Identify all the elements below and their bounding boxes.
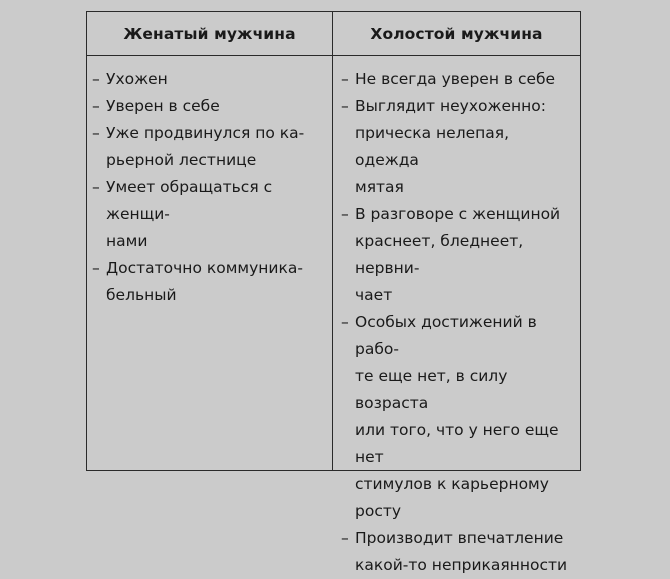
trait-text: Особых достижений в рабо- те еще нет, в силу возраста или того, что у него еще нет стимулов к карьерному росту — [355, 313, 559, 520]
trait-text: Достаточно коммуника- бельный — [106, 259, 303, 304]
bullet-dash: – — [92, 259, 100, 277]
bullet-dash: – — [341, 97, 349, 115]
bullet-dash: – — [92, 97, 100, 115]
trait-text: Уверен в себе — [106, 97, 220, 115]
list-item — [341, 525, 573, 579]
bullet-dash: – — [341, 70, 349, 88]
list-item — [92, 120, 328, 174]
trait-text: Не всегда уверен в себе — [355, 70, 556, 88]
column-divider — [332, 12, 333, 470]
header-single-man: Холостой мужчина — [370, 24, 543, 43]
list-item — [341, 201, 573, 309]
trait-text: Выглядит неухоженно: прическа нелепая, одежда мятая — [355, 97, 546, 196]
trait-text: Уже продвинулся по ка- рьерной лестнице — [106, 124, 305, 169]
bullet-dash: – — [341, 205, 349, 223]
bullet-dash: – — [92, 178, 100, 196]
list-item — [92, 66, 328, 93]
list-item — [92, 255, 328, 309]
list-item — [341, 66, 573, 93]
header-divider — [87, 55, 580, 56]
bullet-dash: – — [92, 70, 100, 88]
bullet-dash: – — [92, 124, 100, 142]
list-item — [92, 93, 328, 120]
list-item — [341, 93, 573, 201]
comparison-table — [86, 11, 581, 574]
list-item — [92, 174, 328, 255]
trait-text: В разговоре с женщиной краснеет, бледнеет, нервни- чает — [355, 205, 561, 304]
trait-text: Производит впечатление какой-то неприкаянности — [355, 529, 568, 574]
single-man-traits-list — [341, 66, 573, 579]
bullet-dash: – — [341, 313, 349, 331]
trait-text: Умеет обращаться с женщи- нами — [106, 178, 273, 250]
trait-text: Ухожен — [106, 70, 168, 88]
bullet-dash: – — [341, 529, 349, 547]
list-item — [341, 309, 573, 525]
married-man-traits-list — [92, 66, 328, 309]
header-married-man: Женатый мужчина — [123, 24, 296, 43]
